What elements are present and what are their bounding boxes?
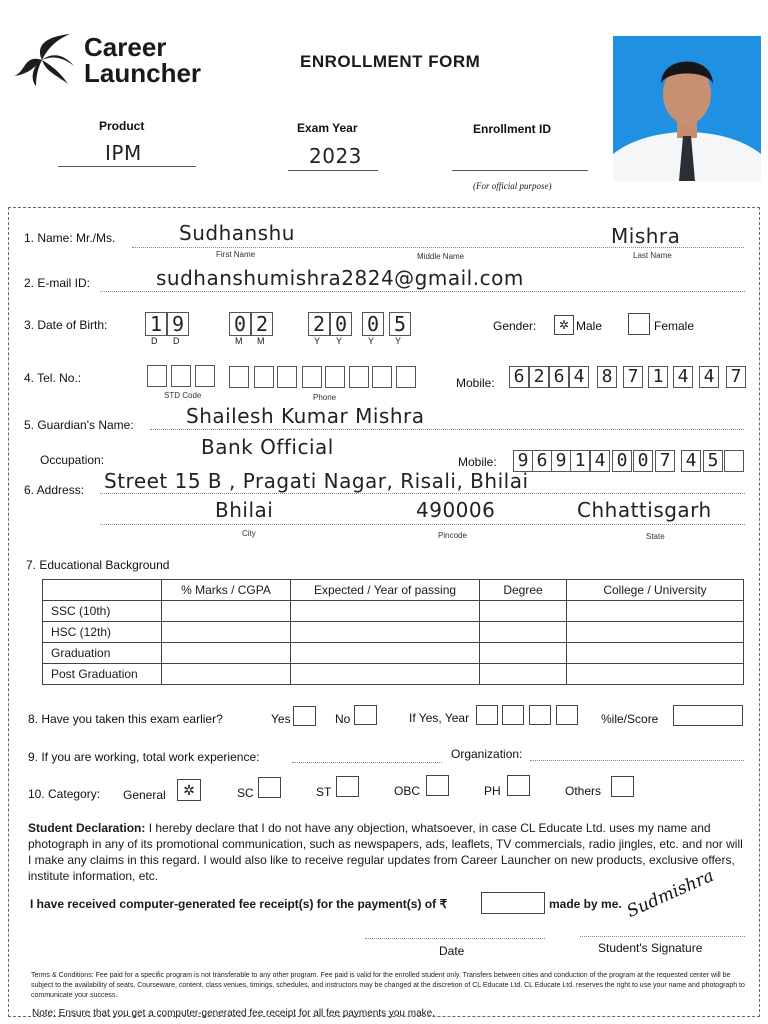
middle-name-caption: Middle Name <box>417 252 465 261</box>
cell[interactable] <box>162 622 291 643</box>
dob-digit-box-6[interactable]: 0 <box>330 312 352 336</box>
exam-year-value: 2023 <box>309 144 362 168</box>
official-note: (For official purpose) <box>473 181 552 191</box>
city-line-underline <box>100 524 745 525</box>
product-underline <box>58 166 196 167</box>
name-label: 1. Name: Mr./Ms. <box>24 231 116 245</box>
dob-caption: Y <box>336 336 343 346</box>
row-label-postgrad: Post Graduation <box>43 664 162 685</box>
cell[interactable] <box>567 643 744 664</box>
cell[interactable] <box>567 601 744 622</box>
terms-text: Terms & Conditions: Fee paid for a specific program is not transferable to any other program. Fee paid is valid for the enrolled student only. Transfers between cities and conduction of the program at the requested center will be subject to the availability of seats. Courseware, content, class venues, timings, schedules, and instructors may be changed at the discretion of CL Educate Ltd. CL Educate Ltd. reserves the right to use your name and photograph to communicate your success. <box>31 972 745 999</box>
dob-digit-box-7[interactable]: 0 <box>362 312 384 336</box>
cell[interactable] <box>291 664 480 685</box>
exam-earlier-label: 8. Have you taken this exam earlier? <box>28 712 223 726</box>
mobile-digit-box-4[interactable]: 4 <box>569 366 589 388</box>
dob-digit-box-5[interactable]: 2 <box>308 312 330 336</box>
education-col-degree: Degree <box>480 580 567 601</box>
no-label: No <box>335 712 351 726</box>
pincode-value: 490006 <box>416 498 496 522</box>
guardian-mobile-digit-box-2[interactable]: 6 <box>532 450 552 472</box>
guardian-label: 5. Guardian's Name: <box>24 418 134 432</box>
ph-checkbox[interactable] <box>507 775 530 796</box>
row-label-hsc: HSC (12th) <box>43 622 162 643</box>
cell[interactable] <box>567 622 744 643</box>
declaration-heading: Student Declaration: <box>28 821 146 835</box>
st-label: ST <box>316 785 332 799</box>
dob-digit-box-2[interactable]: 9 <box>167 312 189 336</box>
city-value: Bhilai <box>215 498 274 522</box>
others-checkbox[interactable] <box>611 776 634 797</box>
date-underline <box>365 938 545 939</box>
email-underline <box>100 291 745 292</box>
row-label-ssc: SSC (10th) <box>43 601 162 622</box>
guardian-mobile-digit-box-5[interactable]: 4 <box>590 450 610 472</box>
last-name-value: Mishra <box>611 224 681 248</box>
year-box-4[interactable] <box>556 705 578 725</box>
organization-label: Organization: <box>451 747 523 761</box>
education-table <box>42 579 744 685</box>
education-label: 7. Educational Background <box>26 558 170 572</box>
signature-handwritten: Sudmishra <box>623 865 717 922</box>
percentile-box[interactable] <box>673 705 743 726</box>
education-col-marks: % Marks / CGPA <box>162 580 291 601</box>
obc-checkbox[interactable] <box>426 775 449 796</box>
dob-label: 3. Date of Birth: <box>24 318 108 332</box>
st-checkbox[interactable] <box>336 776 359 797</box>
organization-underline <box>530 760 744 761</box>
std-code-box-1[interactable] <box>147 365 167 387</box>
exam-year-label: Exam Year <box>297 121 358 135</box>
std-code-box-2[interactable] <box>171 365 191 387</box>
general-checkbox[interactable] <box>177 779 201 801</box>
cell[interactable] <box>162 601 291 622</box>
cell[interactable] <box>480 664 567 685</box>
mobile-digit-box-10[interactable]: 7 <box>726 366 746 388</box>
education-header-row <box>43 580 744 601</box>
enrollment-id-underline <box>452 170 588 171</box>
pincode-caption: Pincode <box>438 531 467 540</box>
category-label: 10. Category: <box>28 787 101 801</box>
cell[interactable] <box>480 601 567 622</box>
dob-caption: D <box>151 336 158 346</box>
male-check-mark: ✲ <box>558 318 570 332</box>
signature-underline <box>580 936 745 937</box>
email-value: sudhanshumishra2824@gmail.com <box>156 266 524 290</box>
guardian-mobile-digit-box-11[interactable] <box>724 450 744 472</box>
general-label: General <box>123 788 166 802</box>
cell[interactable] <box>162 643 291 664</box>
occupation-value: Bank Official <box>201 435 334 459</box>
sc-checkbox[interactable] <box>258 777 281 798</box>
city-caption: City <box>242 529 256 538</box>
dob-digit-box-4[interactable]: 2 <box>251 312 273 336</box>
receipt-amount-box[interactable] <box>481 892 545 914</box>
guardian-mobile-digit-box-8[interactable]: 7 <box>655 450 675 472</box>
dob-caption: D <box>173 336 180 346</box>
dob-digit-box-1[interactable]: 1 <box>145 312 167 336</box>
phone-box-6[interactable] <box>349 366 369 388</box>
obc-label: OBC <box>394 784 421 798</box>
enrollment-id-label: Enrollment ID <box>473 122 552 136</box>
female-checkbox[interactable] <box>628 313 650 335</box>
gender-label: Gender: <box>493 319 537 333</box>
guardian-mobile-digit-box-6[interactable]: 0 <box>612 450 632 472</box>
others-label: Others <box>565 784 602 798</box>
general-check-mark: ✲ <box>183 782 195 798</box>
yes-label: Yes <box>271 712 291 726</box>
dob-digit-box-3[interactable]: 0 <box>229 312 251 336</box>
guardian-mobile-digit-box-9[interactable]: 4 <box>681 450 701 472</box>
tel-label: 4. Tel. No.: <box>24 371 82 385</box>
table-row <box>43 622 744 643</box>
dob-caption: Y <box>314 336 321 346</box>
cell[interactable] <box>291 622 480 643</box>
ph-label: PH <box>484 784 501 798</box>
declaration <box>28 820 748 884</box>
applicant-photo <box>613 36 761 181</box>
sc-label: SC <box>237 786 254 800</box>
name-underline <box>132 247 744 248</box>
state-value: Chhattisgarh <box>577 498 712 522</box>
work-exp-label: 9. If you are working, total work experience: <box>28 750 260 764</box>
guardian-mobile-digit-box-10[interactable]: 5 <box>703 450 723 472</box>
year-box-3[interactable] <box>529 705 551 725</box>
product-label: Product <box>99 119 145 133</box>
education-col-college: College / University <box>567 580 744 601</box>
first-name-value: Sudhanshu <box>179 221 295 245</box>
phone-box-2[interactable] <box>254 366 274 388</box>
state-caption: State <box>646 532 665 541</box>
logo-line2: Launcher <box>84 58 202 88</box>
logo-line1: Career <box>84 32 167 62</box>
male-label: Male <box>576 319 603 333</box>
mobile-digit-box-5[interactable]: 8 <box>597 366 617 388</box>
note-text: Note: Ensure that you get a computer-generated fee receipt for all fee payments you make. <box>32 1008 436 1019</box>
guardian-underline <box>150 429 744 430</box>
male-checkbox[interactable] <box>554 315 574 335</box>
cell[interactable] <box>567 664 744 685</box>
phone-box-8[interactable] <box>396 366 416 388</box>
product-value: IPM <box>105 141 142 165</box>
address-line: Street 15 B , Pragati Nagar, Risali, Bhilai <box>104 469 529 493</box>
receipt-made-by: made by me. <box>549 897 622 911</box>
signature-label: Student's Signature <box>598 941 703 955</box>
std-code-box-3[interactable] <box>195 365 215 387</box>
phone-box-1[interactable] <box>229 366 249 388</box>
education-col-blank <box>43 580 162 601</box>
phone-box-5[interactable] <box>325 366 345 388</box>
percentile-label: %ile/Score <box>601 712 659 726</box>
guardian-value: Shailesh Kumar Mishra <box>186 404 425 428</box>
mobile-digit-box-1[interactable]: 6 <box>509 366 529 388</box>
dob-digit-box-8[interactable]: 5 <box>389 312 411 336</box>
receipt-text: I have received computer-generated fee receipt(s) for the payment(s) of ₹ <box>30 897 448 911</box>
first-name-caption: First Name <box>216 250 256 259</box>
logo-swirl-icon <box>12 32 74 88</box>
occupation-label: Occupation: <box>40 453 105 467</box>
phone-caption: Phone <box>313 393 337 402</box>
cell[interactable] <box>291 601 480 622</box>
mobile-label: Mobile: <box>456 376 495 390</box>
mobile-digit-box-9[interactable]: 4 <box>699 366 719 388</box>
female-label: Female <box>654 319 695 333</box>
address-underline <box>100 493 745 494</box>
address-label: 6. Address: <box>24 483 85 497</box>
mobile-digit-box-6[interactable]: 7 <box>623 366 643 388</box>
declaration-text: I hereby declare that I do not have any objection, whatsoever, in case CL Educate Ltd. uses my name and photograph in any of its promotional communication, such as newspapers, ads, leaflets, TV commercials, radio jingles, etc. and nor will I make any claims in this regard. I would also like to receive regular updates from Career Launcher on new products, exclusive offers, institute information, etc. <box>28 821 743 883</box>
dob-caption: Y <box>395 336 402 346</box>
person-photo-icon <box>613 36 761 181</box>
mobile-digit-box-7[interactable]: 1 <box>648 366 668 388</box>
no-checkbox[interactable] <box>354 705 377 725</box>
guardian-mobile-digit-box-1[interactable]: 9 <box>513 450 533 472</box>
dob-caption: M <box>235 336 243 346</box>
year-box-1[interactable] <box>476 705 498 725</box>
if-yes-year-label: If Yes, Year <box>409 711 470 725</box>
cell[interactable] <box>480 643 567 664</box>
dob-caption: Y <box>368 336 375 346</box>
table-row <box>43 601 744 622</box>
mobile-digit-box-3[interactable]: 6 <box>549 366 569 388</box>
last-name-caption: Last Name <box>633 251 672 260</box>
cell[interactable] <box>162 664 291 685</box>
email-label: 2. E-mail ID: <box>24 276 91 290</box>
guardian-mobile-label: Mobile: <box>458 455 497 469</box>
guardian-mobile-digit-box-7[interactable]: 0 <box>633 450 653 472</box>
std-caption: STD Code <box>164 391 202 400</box>
cell[interactable] <box>291 643 480 664</box>
exam-year-underline <box>288 170 378 171</box>
guardian-mobile-digit-box-4[interactable]: 1 <box>570 450 590 472</box>
dob-caption: M <box>257 336 265 346</box>
date-label: Date <box>439 944 465 958</box>
work-exp-underline <box>292 762 442 763</box>
mobile-digit-box-2[interactable]: 2 <box>529 366 549 388</box>
phone-box-3[interactable] <box>277 366 297 388</box>
yes-checkbox[interactable] <box>293 706 316 726</box>
table-row <box>43 664 744 685</box>
career-launcher-logo <box>12 32 232 92</box>
cell[interactable] <box>480 622 567 643</box>
form-title: ENROLLMENT FORM <box>300 52 481 71</box>
phone-box-7[interactable] <box>372 366 392 388</box>
guardian-mobile-digit-box-3[interactable]: 9 <box>551 450 571 472</box>
year-box-2[interactable] <box>502 705 524 725</box>
phone-box-4[interactable] <box>302 366 322 388</box>
mobile-digit-box-8[interactable]: 4 <box>673 366 693 388</box>
row-label-graduation: Graduation <box>43 643 162 664</box>
table-row <box>43 643 744 664</box>
education-col-year: Expected / Year of passing <box>291 580 480 601</box>
